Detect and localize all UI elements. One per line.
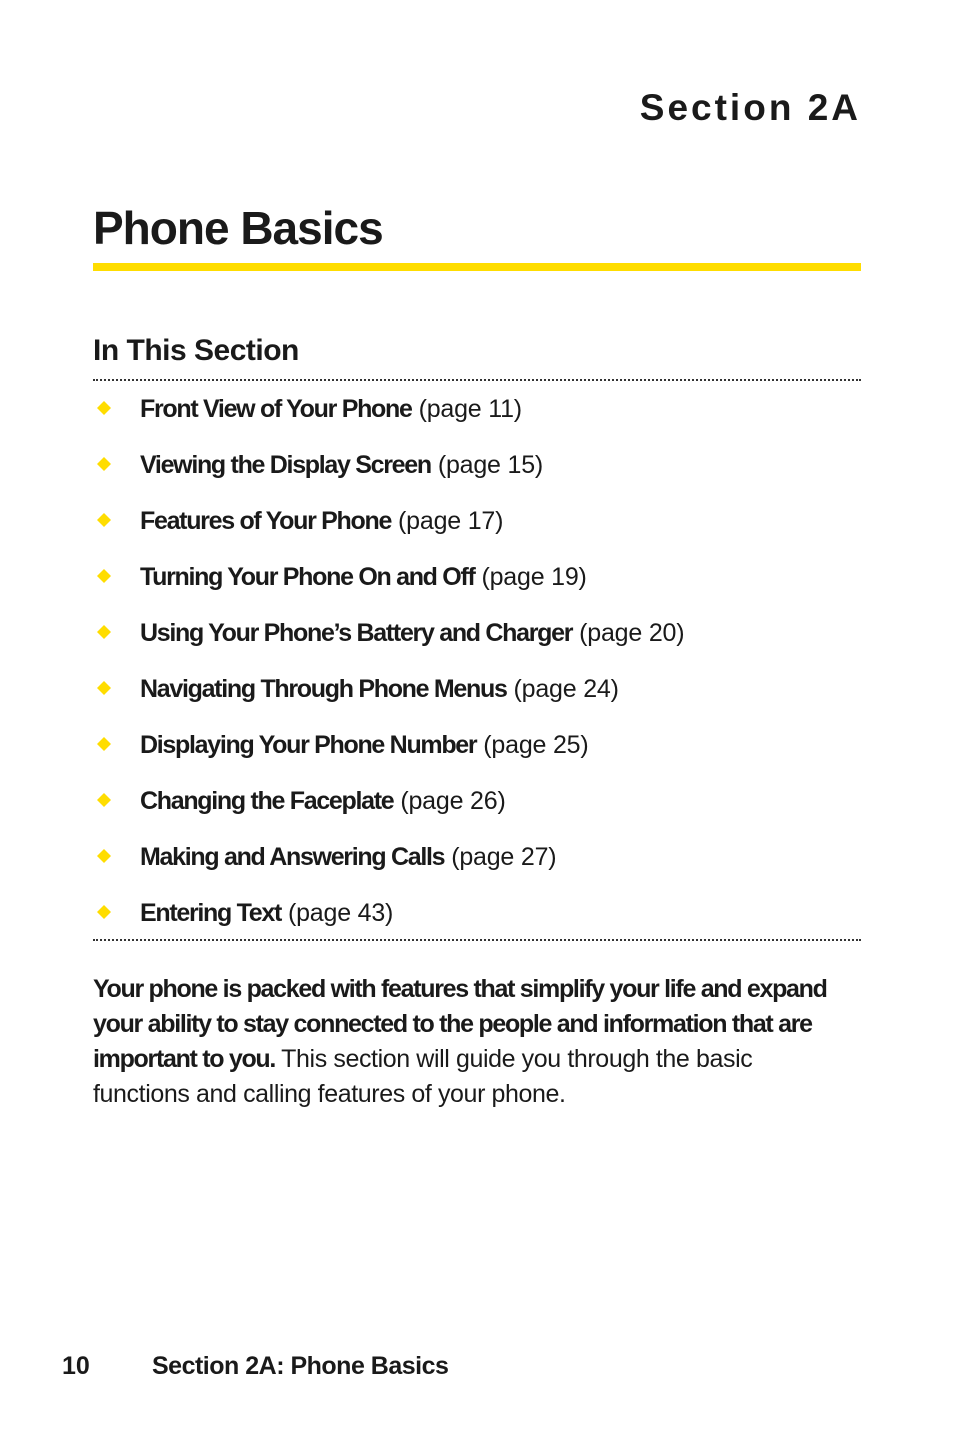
toc-item-title: Entering Text <box>140 899 281 927</box>
diamond-bullet-icon <box>97 569 111 583</box>
toc-item-page: (page 20) <box>579 619 685 647</box>
toc-bottom-divider <box>93 939 861 941</box>
toc-item-title: Navigating Through Phone Menus <box>140 675 507 703</box>
footer-title: Section 2A: Phone Basics <box>152 1352 449 1380</box>
toc-item[interactable] <box>93 894 861 950</box>
page-title: Phone Basics <box>93 202 383 254</box>
toc-item-title: Turning Your Phone On and Off <box>140 563 475 591</box>
intro-bold-text: Your phone is packed with features that simplify your life and expand your ability to stay connected to the people and information that are important to you. <box>93 975 827 1073</box>
toc-item[interactable] <box>93 782 861 838</box>
toc-item-page: (page 43) <box>287 899 394 927</box>
toc-item-page: (page 24) <box>513 675 619 703</box>
diamond-bullet-icon <box>97 849 111 863</box>
toc-item-title: Front View of Your Phone <box>140 395 412 423</box>
toc-item-page: (page 26) <box>400 787 506 815</box>
diamond-bullet-icon <box>97 737 111 751</box>
toc-item-page: (page 27) <box>451 843 557 871</box>
toc-item-page: (page 19) <box>481 563 587 591</box>
section-label: Section 2A <box>639 87 861 128</box>
toc-item-title: Viewing the Display Screen <box>140 451 431 479</box>
diamond-bullet-icon <box>97 625 111 639</box>
toc-top-divider <box>93 379 861 381</box>
toc-item-page: (page 11) <box>418 395 522 423</box>
toc-item-title: Changing the Faceplate <box>140 787 394 815</box>
toc-item[interactable] <box>93 614 861 670</box>
toc-item[interactable] <box>93 502 861 558</box>
diamond-bullet-icon <box>97 401 111 415</box>
page-number: 10 <box>62 1352 90 1380</box>
diamond-bullet-icon <box>97 681 111 695</box>
toc-list <box>93 390 861 950</box>
diamond-bullet-icon <box>97 513 111 527</box>
toc-item-title: Features of Your Phone <box>140 507 392 535</box>
page-footer <box>62 1349 448 1383</box>
toc-item-title: Making and Answering Calls <box>140 843 445 871</box>
toc-item[interactable] <box>93 838 861 894</box>
toc-item-title: Using Your Phone’s Battery and Charger <box>140 619 573 647</box>
toc-item-page: (page 15) <box>437 451 544 479</box>
toc-item[interactable] <box>93 390 861 446</box>
diamond-bullet-icon <box>97 793 111 807</box>
diamond-bullet-icon <box>97 905 111 919</box>
intro-body-text: This section will guide you through the basic functions and calling features of your phone. <box>93 1045 753 1108</box>
title-underline-rule <box>93 263 861 271</box>
intro-paragraph <box>93 972 833 1112</box>
toc-item[interactable] <box>93 558 861 614</box>
toc-item-page: (page 17) <box>398 507 504 535</box>
toc-item[interactable] <box>93 726 861 782</box>
toc-item-page: (page 25) <box>483 731 589 759</box>
toc-item[interactable] <box>93 446 861 502</box>
toc-item[interactable] <box>93 670 861 726</box>
in-this-section-heading: In This Section <box>93 334 299 367</box>
toc-item-title: Displaying Your Phone Number <box>140 731 477 759</box>
diamond-bullet-icon <box>97 457 111 471</box>
